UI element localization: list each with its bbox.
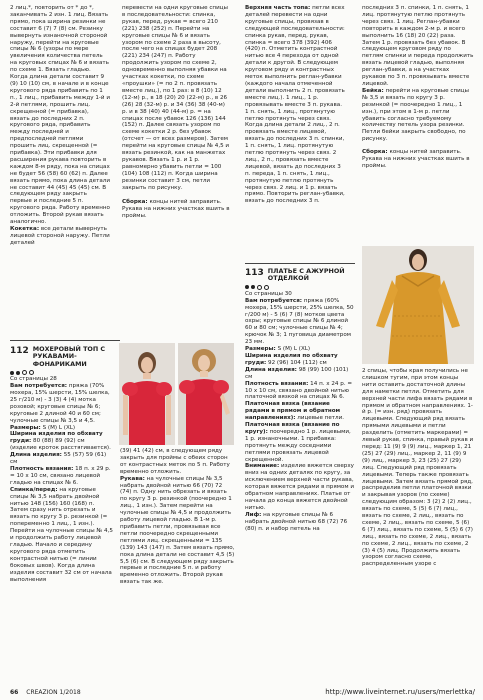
label-materials: Вам потребуется:: [245, 297, 303, 304]
body-text: (39) 41 (42) см, в следующем ряду закрыть для проймы с обеих сторон от контрастных меток по 5 п. Работу временно отложить.: [120, 448, 230, 475]
label-sizes: Размеры:: [10, 424, 41, 431]
back-text: на круговые спицы № 3,5 набрать двойной нитью 148 (156) 160 (168) п. Затем сразу нить отрезать и вязать по кругу 3 р. резинкой (= попеременно 1 лиц., 1 изн.). Перейти на чулочные спицы № 4,5 и продолжить работу лицевой гладью. Начало и середину кругового ряда отметить контрастной нитью (= линии боковых швов). Когда длина изделия составит 32 см от начала выполнения: [10, 486, 113, 583]
item-number: 112: [10, 346, 29, 356]
difficulty-dot-empty: [257, 285, 262, 290]
difficulty-dot-filled: [16, 371, 20, 375]
column-3-top: [245, 5, 347, 260]
label-density: Плотность вязания:: [245, 380, 309, 387]
footer: [10, 689, 81, 696]
section-label-beika: Бейка:: [362, 87, 384, 94]
column-1-top: [10, 5, 110, 330]
difficulty-rating: [245, 285, 355, 290]
page-number: 66: [10, 689, 19, 696]
difficulty-dot-empty: [264, 285, 269, 290]
sizes-text: S (M) L (XL): [277, 346, 311, 353]
column-4-bottom: [362, 368, 474, 683]
column-2-top: [122, 5, 230, 340]
materials-text: пряжа (70% мохера, 15% шерсти, 15% шелка, 25 г/210 м) - 3 (3) 4 (4) мотка розовой; круговые спицы № 6; круговые 2 длиной 40 и 60 см; чулочные спицы № 3,5 и 4,5.: [10, 383, 110, 424]
label-sizes: Размеры:: [245, 346, 276, 353]
section-label-top: Верхняя часть топа:: [245, 5, 311, 11]
body-text: концы нитей заправить. Рукава на нижних участках вшить в проймы.: [362, 149, 470, 169]
width-text: 80 (88) 89 (92) см (изделие кроток расстягивается).: [10, 438, 111, 452]
label-lif: Лиф:: [245, 511, 262, 518]
section-label-kokeka: Кокетка:: [10, 226, 40, 232]
density-text: 14 п. х 24 р. = 10 х 10 см, связано двойной нитью платочной вязкой на спицах № 6.: [245, 380, 353, 401]
model-illustration: [362, 246, 474, 364]
section-label-sborka: Сборка:: [362, 149, 388, 156]
photo-ochre-dress: [362, 246, 474, 364]
item-title: МОХЕРОВЫЙ ТОП С РУКАВАМИ-ФОНАРИКАМИ: [32, 345, 106, 368]
difficulty-dot-filled: [251, 285, 255, 289]
lif-text: на круговые спицы № 6 набрать двойной нитью 68 (72) 76 (80) п. и набор петель на: [245, 511, 348, 532]
label-note: Внимание:: [245, 463, 280, 470]
body-text: последних 3 п. спинки, 1 п. снять, 1 лиц. протянутую петлю протянуть через связ. 1 лиц. Реглан-убавки повторить в каждом 2-м р. и всего выполнить 16 (18) 20 (22) раза. Затем 1 р. провязать без убавок. В следующем круговом ряду по петлям спинки и переда продолжить вязать лицевой гладью, выполняя реглан-убавки, а на участках рукавов по 3 п. провязывать вместе лицевой.: [362, 5, 474, 87]
density-text: 18 п. х 29 р. = 10 х 10 см, связано лицевой гладью на спицах № 6.: [10, 466, 111, 486]
column-4-top: [362, 5, 474, 243]
body-text: 2 спицы, чтобы края получились не слишком тугим, при этом концы нити оставить достаточной длины для наметки петли. Отметить для верхней части лифа вязать рядами в прямом и обратном направлениях. 1-й р. (= изн. ряд) провязать лицевыми. Следующий ряд вязать прямыми лицевыми и петли разделить (отметить маркерами) = левый рукав, спинка, правый рукав и перед: 11 (9) 9 (9) лиц., маркер 1, 21 (25) 27 (29) лиц., маркер 2, 11 (9) 9 (9) лиц., маркер 3, 23 (25) 27 (29) лиц. Следующий ряд провязать лицевыми. Теперь также провязать лицевыми. Затем вязать прямой ряд, распределив петли платочной вязки и закрывая узоров (по схеме) следующим образом: 3 (2) 2 (2) лиц., вязать по схеме, 5 (5) 6 (7) лиц., вязать по схеме, 2 лиц., вязать по схеме, 2 лиц., вязать по схеме, 5 (6) 6 (7) лиц., вязать по схеме, 5 (5) 6 (7) лиц., вязать по схеме, 2 лиц., вязать по схеме, 2 лиц., вязать по схеме, 2 (3) 4 (5) лиц. Продолжить вязать узором согласно схеме, распределенным узоре с: [362, 368, 474, 568]
body-text: концы нитей заправить. Рукава на нижних участках вшить в проймы.: [122, 199, 230, 220]
difficulty-dot-filled: [245, 285, 249, 289]
section-divider: [10, 340, 120, 341]
body-text: на чулочные спицы № 3,5 набрать двойной нитью 66 (70) 72 (74) п. Одну нить обрезать и вязать по кругу 3 р. резинкой (поочередно 1 лиц., 1 изн.). Затем перейти на чулочные спицы № 4,5 и продолжить работу лицевой гладью. В 1-м р. прибавить петли, провязывая все петли поочередно скрещенными петлями лиц. скрещенными = 135 (139) 143 (147) п. Затем вязать прямо, пока длина детали не составит 4,5 (5) 5,5 (6) см. В следующем ряду закрыть первые и последние 5 п. и работу временно отложить. Второй рукав вязать так же.: [120, 475, 235, 586]
body-text: перевести на одни круговые спицы в последовательности: спинка, рукав, перед, рукав = всего 210 (221) 238 (252) п. Перейти на круговые спицы № 6 и вязать узором по схеме 2 раза в высоту, после чего на спицах будет 208 (221) 234 (247) п. Работу продолжить узором по схеме 2, одновременно выполняя убавки на участках кокетки, по схеме «проушки» (= по 2 п. провязать вместе лиц.), по 1 раз: в 8 (10) 12 (12-м) р., в 18 (20) 20 (22-м) р., в 26 (26) 28 (32-м) р. и 34 (36) 38 (40-м) р. и в 38 (40) 40 (44-м) р. = на спицах после убавок 126 (136) 144 (152) п. Далее связать узором по схеме кокетки 2 р. без убавок (отсчет — от всех размеров). Затем перейти на круговые спицы № 4,5 и вязать резинкой, как на манжетах рукавов. Вязать 1 р. и 1 р. равномерно убавить петли = 100 (104) 108 (112) п. Когда ширина резинки составит 3 см, петли закрыть по рисунку.: [122, 5, 230, 191]
label-plat: Платочная вязка (вязание рядами в прямом и обратном направлениях):: [245, 401, 341, 422]
plat-round-text: поочередно 1 р. лицевыми, 1 р. изнаночными. 1 прибавка: протянуть между соседними петлями провязать лицевой скрещенной.: [245, 428, 351, 463]
model-illustration: [178, 343, 234, 445]
body-text: петли всех деталей перевести на одни круговые спицы, провязав в следующей последовательности: спинка рукав, перед, рукав, спинка = всего 378 (392) 406 (420) п. Отметить контрастной нитью все 4 перехода от одной детали к другой. В следующем круговом ряду и контрастных меток выполнить реглан-убавки (каждого начала отмеченной детали выполнить 2 п. провязать вместе лиц.). 1 лиц., 1 р. провязывать вместе 3 п. рукава. 1 п. снять, 1 лиц., протянутую петлю протянуть через связ. Когда длина детали 2 лиц., 2 п. провязать вместе лицевой, вязать до последних 3 п. спинки, 1 п. снять, 1 лиц. протянутую петлю протянуть через связ. 2 лиц., 2 п., провязать вместе лицевой, вязать до последних 3 п. переда, 1 п. снять, 1 лиц., протянутую петлю протянуть через связ. 2 лиц. и 1 р. вязать прямо. Повторить реглан-убавки, вязать до последних 3 п.: [245, 5, 345, 205]
label-materials: Вам потребуется:: [10, 383, 68, 390]
sizes-text: S (M) L (XL): [42, 424, 76, 431]
page-reference: Со страницы 28: [10, 376, 57, 383]
column-2-bottom: [120, 448, 235, 683]
width-text: 92 (96) 104 (112) см: [268, 359, 327, 366]
section-divider: [245, 263, 355, 264]
label-length: Длина изделия:: [245, 366, 297, 373]
item-112: [10, 344, 113, 679]
length-text: 98 (99) 100 (101) см: [245, 366, 349, 380]
model-illustration: [119, 343, 175, 445]
materials-text: пряжа (60% мохера, 15% шерсти, 25% шелка, 50 г/200 м) - 5 (6) 7 (8) мотков цвета охры; круговые спицы № 6 длиной 60 и 80 см; чулочные спицы № 4; крючок № 3; 1 пуговица диаметром 23 мм.: [245, 297, 354, 346]
label-plat-round: Платочная вязка (вязание по кругу):: [245, 422, 340, 435]
section-label-sborka: Сборка:: [122, 199, 148, 206]
page-reference: Со страницы 30: [245, 290, 292, 297]
label-rukava: Рукава:: [120, 475, 145, 482]
source-url[interactable]: http://www.liveinternet.ru/users/merlettka/: [325, 688, 475, 696]
item-title: ПЛАТЬЕ С АЖУРНОЙ ОТДЕЛКОЙ: [267, 267, 345, 283]
length-text: 55 (57) 59 (61) см: [10, 452, 107, 466]
body-text: все детали вывернуть лицевой стороной наружу. Петли деталей: [10, 226, 110, 246]
plat-text: лицевые петли.: [297, 415, 345, 422]
note-text: изделие вяжется сверху вниз на одних деталях по кругу, за исключением верхней части рукава, которая вяжется рядами в прямом и обратном направлениях. Платье от начала до конца вяжется двойной нитью.: [245, 463, 354, 511]
label-back: Спинка/перед:: [10, 486, 58, 493]
label-density: Плотность вязания:: [10, 466, 74, 472]
label-width: Ширина изделия по обхвату груди:: [10, 431, 103, 445]
difficulty-rating: [10, 370, 113, 375]
photo-red-top-2: [178, 343, 234, 445]
item-number: 113: [245, 268, 264, 278]
body-text: перейти на круговые спицы № 3,5 и вязать по кругу 3 р. резинкой (= поочередно 1 лиц., 1 изн.), при этом в 1-м р. петли убавить согласно требуемому количеству петель узора резинки. Петли бейки закрыть свободно, по рисунку.: [362, 87, 469, 143]
difficulty-dot-empty: [22, 370, 27, 375]
magazine-name: CREAZION 1/2018: [26, 689, 81, 696]
difficulty-dot-empty: [29, 370, 34, 375]
label-length: Длина изделия:: [10, 452, 62, 459]
footer-url[interactable]: [325, 688, 475, 696]
label-width: Ширина изделия по обхвату груди:: [245, 352, 338, 366]
difficulty-dot-filled: [10, 371, 14, 375]
body-text: 2 лиц.*, повторить от * до *, заканчивать 2 изн. 1 лиц. Вязать прямо, пока ширина резинки не составит 6 (7) 7 (8) см. Резинку вывернуть изнаночной стороной наружу, перейти на круговые спицы № 6 (узоры по мере увеличения количества петель на круговых спицах № 6 и вязать по схеме 1. Вязать гладью. Когда длина детали составит 9 (9) 10 (10) см, в начале и в конце кругового ряда прибавить по 1 п., 1 лиц., прибавить между 1-й и 2-й петлями, прошить лиц. скрещенной (= прибавка), вязать до последних 2 п. кругового ряда, прибавить между последней и предпоследней петлями прошить лиц. скрещенной (= прибавка). Эти прибавки для расширения рукава повторить в каждом 8-м ряду, пока на спицах не будет 56 (58) 60 (62) п. Далее вязать прямо, пока длина детали не составит 44 (45) 45 (45) см. В следующем ряду закрыть первые и последние 5 п. кругового ряда. Работу временно отложить. Второй рукав вязать аналогично.: [10, 5, 110, 226]
photo-red-top-1: [119, 343, 175, 445]
item-113: [245, 266, 355, 683]
